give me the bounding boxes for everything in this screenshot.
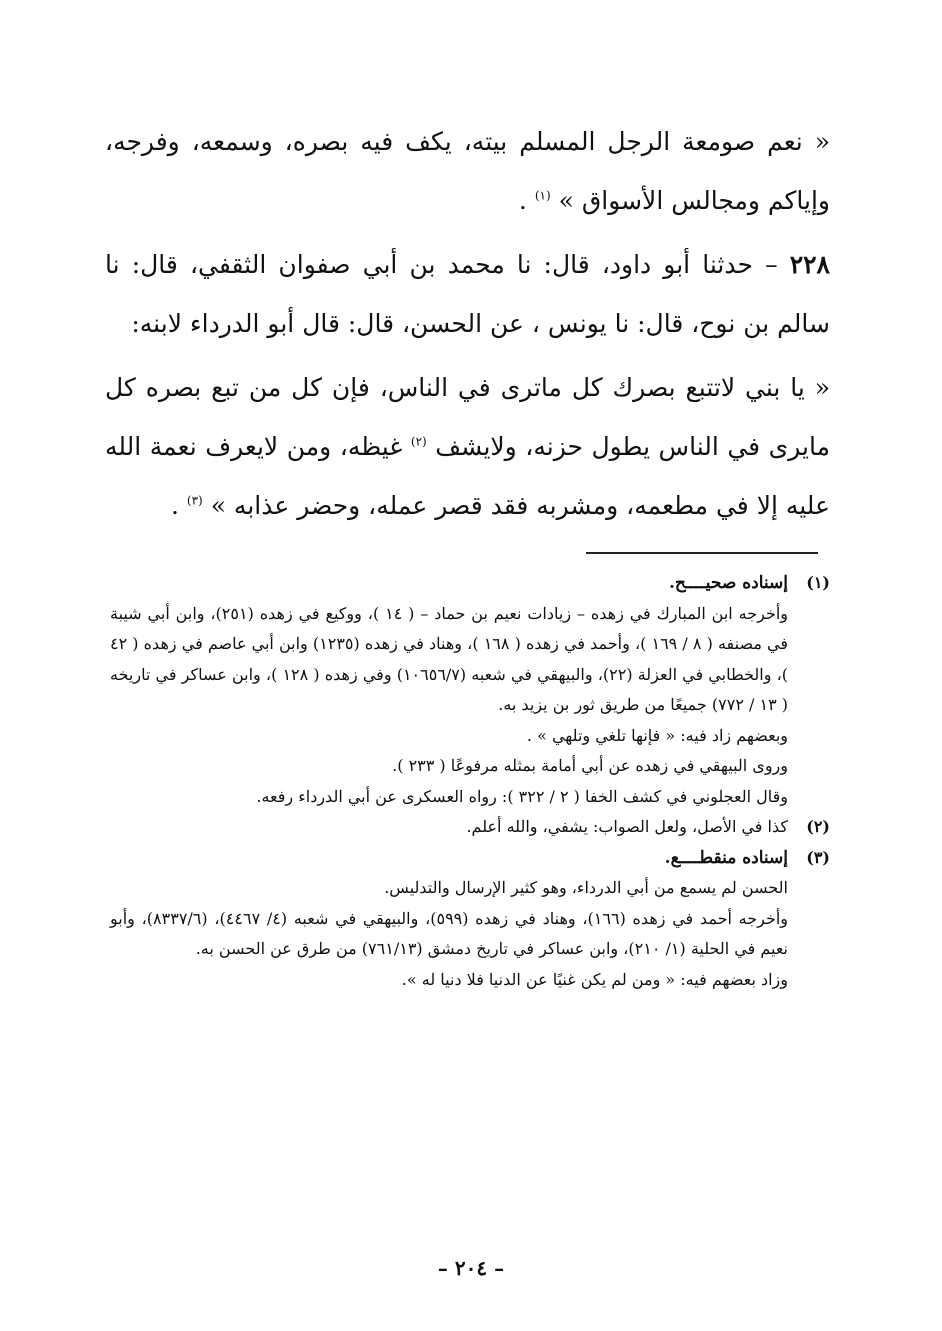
hadith-227-ending: « نعم صومعة الرجل المسلم بيته، يكف فيه بصره، وسمعه، وفرجه، وإياكم ومجالس الأسواق » $^{(١)}$ . [105,127,830,215]
footnotes [110,568,830,995]
footnote-separator [586,552,818,554]
main-text [105,112,830,535]
footnote-2: (٢)كذا في الأصل، ولعل الصواب: يشفي، والله أعلم. [110,812,830,843]
footnote-line: وأخرجه أحمد في زهده (١٦٦)، وهناد في زهده (٥٩٩)، والبيهقي في شعبه (٤/ ٤٤٦٧)، (٨٣٣٧/٦)، وأبو نعيم في الحلية (١/ ٢١٠)، وابن عساكر في تاريخ دمشق (٧٦١/١٣) من طرق عن الحسن به. [110,908,789,958]
footnote-grade: إسناده منقطــــع. [664,847,788,868]
hadith-228-matn: « يا بني لاتتبع بصرك كل ماترى في الناس، فإن كل من تبع بصره كل مايرى في الناس يطول حزنه، ولايشف $^{(٢)}$ غيظه، ومن لايعرف نعمة الله عليه إلا في مطعمه، ومشربه فقد قصر عمله، وحضر عذابه » $^{(٣)}$ . [105,373,830,520]
footnote-line: الحسن لم يسمع من أبي الدرداء، وهو كثير الإرسال والتدليس. [384,878,788,897]
footnote-grade: إسناده صحيــــح. [668,573,788,593]
page-number: – ٢٠٤ – [437,1256,505,1280]
footnote-ref-1[interactable]: (١) [534,188,551,203]
footnote-line: وزاد بعضهم فيه: « ومن لم يكن غنيًا عن الدنيا فلا دنيا له ». [401,969,788,989]
footnote-ref-2[interactable]: (٢) [410,434,427,449]
footnote-line: وبعضهم زاد فيه: « فإنها تلغي وتلهي » . [526,725,788,745]
hadith-228-isnad: ٢٢٨ – حدثنا أبو داود، قال: نا محمد بن أبي صفوان الثقفي، قال: نا سالم بن نوح، قال: نا يونس ، عن الحسن، قال: قال أبو الدرداء لابنه: [105,250,830,338]
footnote-line: وروى البيهقي في زهده عن أبي أمامة بمثله مرفوعًا ( ٢٣٣ ). [392,756,788,775]
footnote-marker: (١) [806,573,830,592]
hadith-number: ٢٢٨ [789,250,830,279]
footnote-ref-3[interactable]: (٣) [186,493,203,508]
footnote-1-heading [110,568,830,599]
footnote-marker: (٣) [806,847,830,867]
footnote-3-heading [110,843,830,874]
footnote-marker: (٢) [806,817,830,836]
footnote-line: وقال العجلوني في كشف الخفا ( ٢ / ٣٢٢ ): رواه العسكرى عن أبي الدرداء رفعه. [256,786,788,806]
footnote-line: وأخرجه ابن المبارك في زهده – زيادات نعيم بن حماد – ( ١٤ )، ووكيع في زهده (٢٥١)، وابن أبي شيبة في مصنفه ( ٨ / ١٦٩ )، وأحمد في زهده ( ١٦٨ )، وهناد في زهده (١٢٣٥) وابن أبي عاصم في زهده ( ٤٢ )، والخطابي في العزلة (٢٢)، والبيهقي في شعبه (١٠٦٥٦/٧) وفي زهده ( ١٢٨ )، وابن عساكر في تاريخه ( ١٣ / ٧٧٢) جميعًا من طريق ثور بن يزيد به. [110,603,789,714]
